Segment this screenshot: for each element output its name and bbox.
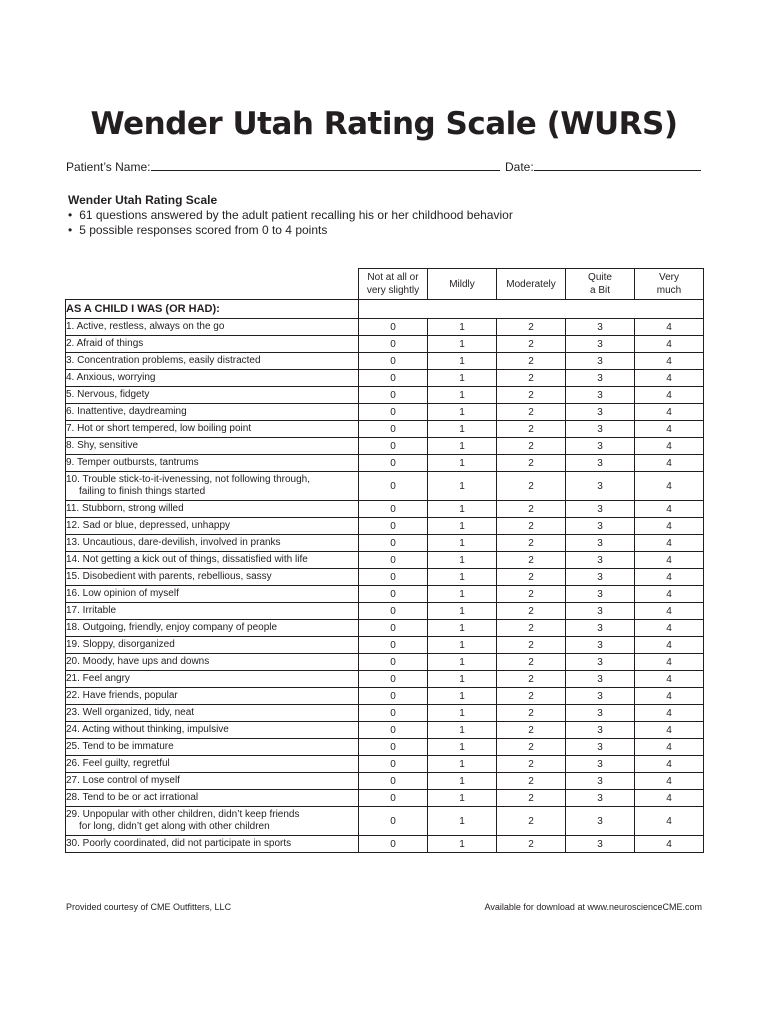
score-cell[interactable]: 4 [635, 421, 704, 438]
score-cell[interactable]: 1 [428, 773, 497, 790]
score-cell[interactable]: 2 [497, 455, 566, 472]
item-label-line: 11. Stubborn, strong willed [66, 503, 184, 514]
score-cell[interactable]: 4 [635, 620, 704, 637]
score-cell[interactable]: 1 [428, 654, 497, 671]
item-label-line: 7. Hot or short tempered, low boiling point [66, 423, 252, 434]
item-label-line: 1. Active, restless, always on the go [66, 321, 225, 332]
item-label-line: 19. Sloppy, disorganized [66, 639, 175, 650]
score-cell[interactable]: 0 [359, 756, 428, 773]
score-cell[interactable]: 3 [566, 836, 635, 853]
score-cell[interactable]: 0 [359, 387, 428, 404]
score-cell[interactable]: 0 [359, 688, 428, 705]
table-row [66, 722, 704, 739]
score-cell[interactable]: 1 [428, 501, 497, 518]
item-label-line: 10. Trouble stick-to-it-ivenessing, not following through, [66, 474, 311, 485]
table-row [66, 586, 704, 603]
score-cell[interactable]: 4 [635, 671, 704, 688]
item-label [66, 722, 359, 739]
column-header: Moderately [497, 269, 566, 300]
score-cell[interactable]: 1 [428, 807, 497, 836]
item-label [66, 654, 359, 671]
item-label-line: 23. Well organized, tidy, neat [66, 707, 195, 718]
score-cell[interactable]: 1 [428, 438, 497, 455]
score-cell[interactable]: 4 [635, 455, 704, 472]
score-cell[interactable]: 4 [635, 438, 704, 455]
item-label [66, 739, 359, 756]
score-cell[interactable]: 1 [428, 586, 497, 603]
item-label [66, 586, 359, 603]
score-cell[interactable]: 3 [566, 319, 635, 336]
item-label-line: 20. Moody, have ups and downs [66, 656, 210, 667]
score-cell[interactable]: 2 [497, 336, 566, 353]
item-label [66, 807, 359, 836]
score-cell[interactable]: 0 [359, 552, 428, 569]
score-cell[interactable]: 2 [497, 319, 566, 336]
score-cell[interactable]: 2 [497, 688, 566, 705]
table-row [66, 705, 704, 722]
score-cell[interactable]: 4 [635, 370, 704, 387]
score-cell[interactable]: 0 [359, 353, 428, 370]
score-cell[interactable]: 4 [635, 773, 704, 790]
item-label [66, 836, 359, 853]
score-cell[interactable]: 1 [428, 790, 497, 807]
score-cell[interactable]: 1 [428, 353, 497, 370]
score-cell[interactable]: 2 [497, 739, 566, 756]
item-label [66, 404, 359, 421]
score-cell[interactable]: 2 [497, 421, 566, 438]
item-label [66, 756, 359, 773]
score-cell[interactable]: 3 [566, 501, 635, 518]
score-cell[interactable]: 3 [566, 739, 635, 756]
score-cell[interactable]: 3 [566, 518, 635, 535]
score-cell[interactable]: 0 [359, 722, 428, 739]
item-label-line: 26. Feel guilty, regretful [66, 758, 170, 769]
score-cell[interactable]: 4 [635, 319, 704, 336]
column-header: Mildly [428, 269, 497, 300]
score-cell[interactable]: 1 [428, 722, 497, 739]
table-row [66, 790, 704, 807]
score-cell[interactable]: 0 [359, 404, 428, 421]
item-label-line: 15. Disobedient with parents, rebellious, sassy [66, 571, 272, 582]
footer-download-note: Available for download at www.neuroscienceCME.com [484, 902, 702, 912]
score-cell[interactable]: 4 [635, 790, 704, 807]
score-cell[interactable]: 1 [428, 518, 497, 535]
item-label [66, 370, 359, 387]
score-cell[interactable]: 4 [635, 387, 704, 404]
item-label-line: 17. Irritable [66, 605, 117, 616]
score-cell[interactable]: 4 [635, 654, 704, 671]
score-cell[interactable]: 2 [497, 438, 566, 455]
item-label-line: 27. Lose control of myself [66, 775, 180, 786]
table-row [66, 518, 704, 535]
patient-name-label: Patient’s Name: [66, 160, 151, 174]
score-cell[interactable]: 4 [635, 518, 704, 535]
score-cell[interactable]: 1 [428, 552, 497, 569]
table-row [66, 319, 704, 336]
score-cell[interactable]: 3 [566, 455, 635, 472]
item-label [66, 387, 359, 404]
section-fill [359, 300, 704, 319]
table-row [66, 688, 704, 705]
footer-credit: Provided courtesy of CME Outfitters, LLC [66, 902, 232, 912]
item-label [66, 518, 359, 535]
score-cell[interactable]: 0 [359, 620, 428, 637]
score-cell[interactable]: 2 [497, 387, 566, 404]
score-cell[interactable]: 3 [566, 552, 635, 569]
table-row [66, 421, 704, 438]
item-label-line: 12. Sad or blue, depressed, unhappy [66, 520, 231, 531]
table-row [66, 637, 704, 654]
score-cell[interactable]: 4 [635, 705, 704, 722]
score-cell[interactable]: 0 [359, 773, 428, 790]
item-label [66, 637, 359, 654]
score-cell[interactable]: 0 [359, 654, 428, 671]
score-cell[interactable]: 4 [635, 637, 704, 654]
patient-name-blank[interactable] [151, 158, 500, 171]
item-label [66, 620, 359, 637]
score-cell[interactable]: 3 [566, 671, 635, 688]
score-cell[interactable]: 1 [428, 671, 497, 688]
item-label-line: 5. Nervous, fidgety [66, 389, 150, 400]
score-cell[interactable]: 3 [566, 603, 635, 620]
score-cell[interactable]: 0 [359, 671, 428, 688]
intro-bullet: • 61 questions answered by the adult patient recalling his or her childhood behavior [66, 208, 513, 223]
score-cell[interactable]: 4 [635, 404, 704, 421]
item-label-line: failing to finish things started [79, 486, 206, 497]
table-row [66, 569, 704, 586]
intro-heading: Wender Utah Rating Scale [68, 193, 218, 207]
item-label [66, 569, 359, 586]
table-row [66, 501, 704, 518]
item-label-line: 9. Temper outbursts, tantrums [66, 457, 199, 468]
score-cell[interactable]: 4 [635, 353, 704, 370]
score-cell[interactable]: 2 [497, 404, 566, 421]
score-cell[interactable]: 3 [566, 438, 635, 455]
item-label-line: 28. Tend to be or act irrational [66, 792, 199, 803]
score-cell[interactable]: 2 [497, 705, 566, 722]
date-blank[interactable] [534, 158, 701, 171]
score-cell[interactable]: 1 [428, 421, 497, 438]
score-cell[interactable]: 4 [635, 603, 704, 620]
item-label [66, 671, 359, 688]
item-label [66, 319, 359, 336]
score-cell[interactable]: 4 [635, 586, 704, 603]
column-header: Quite a Bit [566, 269, 635, 300]
score-cell[interactable]: 4 [635, 722, 704, 739]
item-label [66, 790, 359, 807]
item-label-line: 8. Shy, sensitive [66, 440, 139, 451]
table-row [66, 654, 704, 671]
score-cell[interactable]: 1 [428, 404, 497, 421]
table-row [66, 603, 704, 620]
score-cell[interactable]: 0 [359, 603, 428, 620]
item-label-line: 13. Uncautious, dare-devilish, involved in pranks [66, 537, 281, 548]
date-label: Date: [505, 160, 534, 174]
item-label [66, 603, 359, 620]
score-cell[interactable]: 2 [497, 535, 566, 552]
table-row [66, 836, 704, 853]
score-cell[interactable]: 1 [428, 705, 497, 722]
score-cell[interactable]: 3 [566, 688, 635, 705]
score-cell[interactable]: 1 [428, 620, 497, 637]
score-cell[interactable]: 4 [635, 501, 704, 518]
score-cell[interactable]: 2 [497, 586, 566, 603]
score-cell[interactable]: 2 [497, 501, 566, 518]
score-cell[interactable]: 0 [359, 336, 428, 353]
item-label [66, 455, 359, 472]
item-label [66, 336, 359, 353]
score-cell[interactable]: 2 [497, 807, 566, 836]
score-cell[interactable]: 0 [359, 535, 428, 552]
score-cell[interactable]: 2 [497, 620, 566, 637]
table-row [66, 535, 704, 552]
score-cell[interactable]: 0 [359, 421, 428, 438]
score-cell[interactable]: 0 [359, 836, 428, 853]
item-label-line: 22. Have friends, popular [66, 690, 178, 701]
score-cell[interactable]: 0 [359, 319, 428, 336]
score-cell[interactable]: 4 [635, 756, 704, 773]
score-cell[interactable]: 2 [497, 552, 566, 569]
item-label [66, 501, 359, 518]
score-cell[interactable]: 3 [566, 472, 635, 501]
score-cell[interactable]: 0 [359, 637, 428, 654]
score-cell[interactable]: 2 [497, 353, 566, 370]
table-row [66, 739, 704, 756]
table-row [66, 472, 704, 501]
page-title: Wender Utah Rating Scale (WURS) [90, 106, 678, 142]
item-label-line: 16. Low opinion of myself [66, 588, 179, 599]
item-label-line: 29. Unpopular with other children, didn’t keep friends [66, 809, 300, 820]
item-label [66, 438, 359, 455]
score-cell[interactable]: 1 [428, 535, 497, 552]
item-label-line: 4. Anxious, worrying [66, 372, 156, 383]
item-label-line: for long, didn’t get along with other children [79, 821, 270, 832]
score-cell[interactable]: 1 [428, 836, 497, 853]
score-cell[interactable]: 1 [428, 637, 497, 654]
score-cell[interactable]: 4 [635, 336, 704, 353]
column-header: Very much [635, 269, 704, 300]
score-cell[interactable]: 4 [635, 552, 704, 569]
item-label [66, 421, 359, 438]
score-cell[interactable]: 1 [428, 387, 497, 404]
score-cell[interactable]: 0 [359, 518, 428, 535]
score-cell[interactable]: 0 [359, 586, 428, 603]
score-cell[interactable]: 3 [566, 535, 635, 552]
score-cell[interactable]: 1 [428, 739, 497, 756]
table-row [66, 336, 704, 353]
score-cell[interactable]: 3 [566, 807, 635, 836]
score-cell[interactable]: 4 [635, 739, 704, 756]
score-cell[interactable]: 1 [428, 336, 497, 353]
item-label [66, 552, 359, 569]
rating-table [65, 268, 704, 853]
table-row [66, 773, 704, 790]
score-cell[interactable]: 0 [359, 501, 428, 518]
score-cell[interactable]: 3 [566, 722, 635, 739]
table-row [66, 404, 704, 421]
item-label-line: 3. Concentration problems, easily distracted [66, 355, 261, 366]
table-row [66, 671, 704, 688]
item-label-line: 25. Tend to be immature [66, 741, 174, 752]
score-cell[interactable]: 4 [635, 569, 704, 586]
score-cell[interactable]: 2 [497, 472, 566, 501]
score-cell[interactable]: 4 [635, 472, 704, 501]
score-cell[interactable]: 0 [359, 472, 428, 501]
item-label-line: 18. Outgoing, friendly, enjoy company of people [66, 622, 278, 633]
score-cell[interactable]: 3 [566, 586, 635, 603]
score-cell[interactable]: 3 [566, 353, 635, 370]
intro-block [66, 193, 513, 238]
item-label [66, 535, 359, 552]
score-cell[interactable]: 3 [566, 370, 635, 387]
item-label-line: 14. Not getting a kick out of things, dissatisfied with life [66, 554, 308, 565]
score-cell[interactable]: 2 [497, 518, 566, 535]
score-cell[interactable]: 2 [497, 569, 566, 586]
score-cell[interactable]: 2 [497, 773, 566, 790]
score-cell[interactable]: 3 [566, 773, 635, 790]
score-cell[interactable]: 2 [497, 836, 566, 853]
score-cell[interactable]: 3 [566, 756, 635, 773]
intro-bullet: • 5 possible responses scored from 0 to 4 points [66, 223, 513, 238]
item-label [66, 705, 359, 722]
score-cell[interactable]: 0 [359, 739, 428, 756]
table-row [66, 438, 704, 455]
item-label-line: 2. Afraid of things [66, 338, 144, 349]
score-cell[interactable]: 0 [359, 438, 428, 455]
score-cell[interactable]: 3 [566, 705, 635, 722]
score-cell[interactable]: 1 [428, 569, 497, 586]
score-cell[interactable]: 0 [359, 370, 428, 387]
score-cell[interactable]: 3 [566, 637, 635, 654]
score-cell[interactable]: 1 [428, 455, 497, 472]
table-row [66, 370, 704, 387]
score-cell[interactable]: 0 [359, 705, 428, 722]
score-cell[interactable]: 3 [566, 336, 635, 353]
header-blank-cell [66, 269, 359, 300]
table-row [66, 620, 704, 637]
item-label [66, 773, 359, 790]
table-row [66, 387, 704, 404]
score-cell[interactable]: 1 [428, 688, 497, 705]
score-cell[interactable]: 4 [635, 807, 704, 836]
item-label-line: 6. Inattentive, daydreaming [66, 406, 187, 417]
score-cell[interactable]: 3 [566, 620, 635, 637]
score-cell[interactable]: 4 [635, 535, 704, 552]
score-cell[interactable]: 3 [566, 421, 635, 438]
item-label-line: 30. Poorly coordinated, did not participate in sports [66, 838, 292, 849]
score-cell[interactable]: 0 [359, 807, 428, 836]
score-cell[interactable]: 3 [566, 790, 635, 807]
table-row [66, 807, 704, 836]
item-label [66, 472, 359, 501]
item-label [66, 353, 359, 370]
score-cell[interactable]: 1 [428, 603, 497, 620]
score-cell[interactable]: 2 [497, 722, 566, 739]
score-cell[interactable]: 2 [497, 790, 566, 807]
item-label [66, 688, 359, 705]
score-cell[interactable]: 3 [566, 654, 635, 671]
table-row [66, 552, 704, 569]
section-row [66, 300, 704, 319]
item-label-line: 21. Feel angry [66, 673, 130, 684]
patient-name-field [66, 158, 500, 174]
score-cell[interactable]: 0 [359, 790, 428, 807]
score-cell[interactable]: 4 [635, 688, 704, 705]
score-cell[interactable]: 4 [635, 836, 704, 853]
score-cell[interactable]: 2 [497, 654, 566, 671]
score-cell[interactable]: 2 [497, 756, 566, 773]
score-cell[interactable]: 3 [566, 569, 635, 586]
table-row [66, 756, 704, 773]
score-cell[interactable]: 3 [566, 387, 635, 404]
score-cell[interactable]: 0 [359, 569, 428, 586]
score-cell[interactable]: 2 [497, 603, 566, 620]
item-label-line: 24. Acting without thinking, impulsive [66, 724, 229, 735]
score-cell[interactable]: 1 [428, 370, 497, 387]
score-cell[interactable]: 2 [497, 671, 566, 688]
table-row [66, 455, 704, 472]
score-cell[interactable]: 1 [428, 756, 497, 773]
score-cell[interactable]: 1 [428, 472, 497, 501]
column-header: Not at all or very slightly [359, 269, 428, 300]
section-heading: AS A CHILD I WAS (OR HAD): [66, 300, 359, 319]
score-cell[interactable]: 1 [428, 319, 497, 336]
date-field [505, 158, 701, 174]
table-row [66, 353, 704, 370]
score-cell[interactable]: 2 [497, 637, 566, 654]
header-row [66, 269, 704, 300]
score-cell[interactable]: 2 [497, 370, 566, 387]
score-cell[interactable]: 0 [359, 455, 428, 472]
score-cell[interactable]: 3 [566, 404, 635, 421]
